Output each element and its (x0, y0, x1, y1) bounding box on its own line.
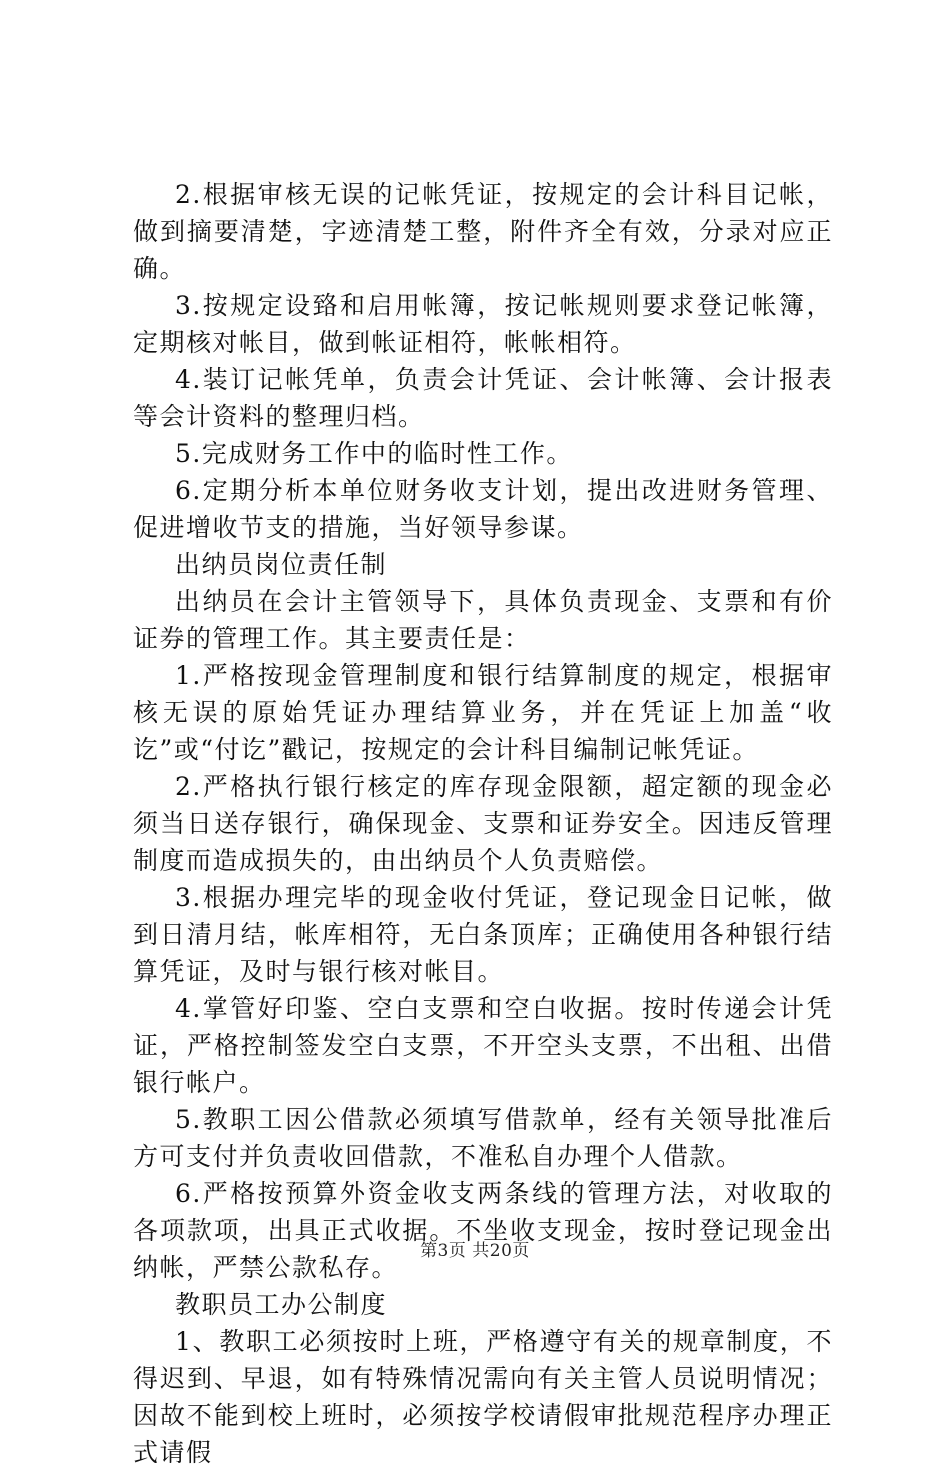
paragraph: 5.完成财务工作中的临时性工作。 (175, 439, 573, 468)
paragraph: 1、教职工必须按时上班，严格遵守有关的规章制度，不得迟到、早退，如有特殊情况需向有关主管人员说明情况；因故不能到校上班时，必须按学校请假审批规范程序办理正式请假 (133, 1327, 833, 1467)
paragraph: 出纳员在会计主管领导下，具体负责现金、支票和有价证券的管理工作。其主要责任是： (133, 587, 833, 653)
paragraph: 5.教职工因公借款必须填写借款单，经有关领导批准后方可支付并负责收回借款，不准私自办理个人借款。 (133, 1105, 833, 1171)
paragraph: 4.掌管好印鉴、空白支票和空白收据。按时传递会计凭证，严格控制签发空白支票，不开空头支票，不出租、出借银行帐户。 (133, 994, 833, 1097)
paragraph: 1.严格按现金管理制度和银行结算制度的规定，根据审核无误的原始凭证办理结算业务，并在凭证上加盖“收讫”或“付讫”戳记，按规定的会计科目编制记帐凭证。 (133, 661, 833, 764)
page-number-footer: 第3页 共20页 (420, 1241, 530, 1261)
paragraph: 4.装订记帐凭单，负责会计凭证、会计帐簿、会计报表等会计资料的整理归档。 (133, 365, 833, 431)
document-body (133, 176, 833, 1471)
paragraph: 6.严格按预算外资金收支两条线的管理方法，对收取的各项款项，出具正式收据。不坐收支现金，按时登记现金出纳帐，严禁公款私存。 (133, 1179, 833, 1282)
paragraph: 3.根据办理完毕的现金收付凭证，登记现金日记帐，做到日清月结，帐库相符，无白条顶库；正确使用各种银行结算凭证，及时与银行核对帐目。 (133, 883, 833, 986)
paragraph: 3.按规定设臵和启用帐簿，按记帐规则要求登记帐簿，定期核对帐目，做到帐证相符，帐帐相符。 (133, 291, 833, 357)
section-heading-cashier: 出纳员岗位责任制 (175, 550, 388, 579)
paragraph: 2.严格执行银行核定的库存现金限额，超定额的现金必须当日送存银行，确保现金、支票和证券安全。因违反管理制度而造成损失的，由出纳员个人负责赔偿。 (133, 772, 833, 875)
paragraph: 2.根据审核无误的记帐凭证，按规定的会计科目记帐，做到摘要清楚，字迹清楚工整，附件齐全有效，分录对应正确。 (133, 180, 833, 283)
paragraph: 6.定期分析本单位财务收支计划，提出改进财务管理、促进增收节支的措施，当好领导参谋。 (133, 476, 833, 542)
section-heading-staff-office: 教职员工办公制度 (175, 1290, 388, 1319)
